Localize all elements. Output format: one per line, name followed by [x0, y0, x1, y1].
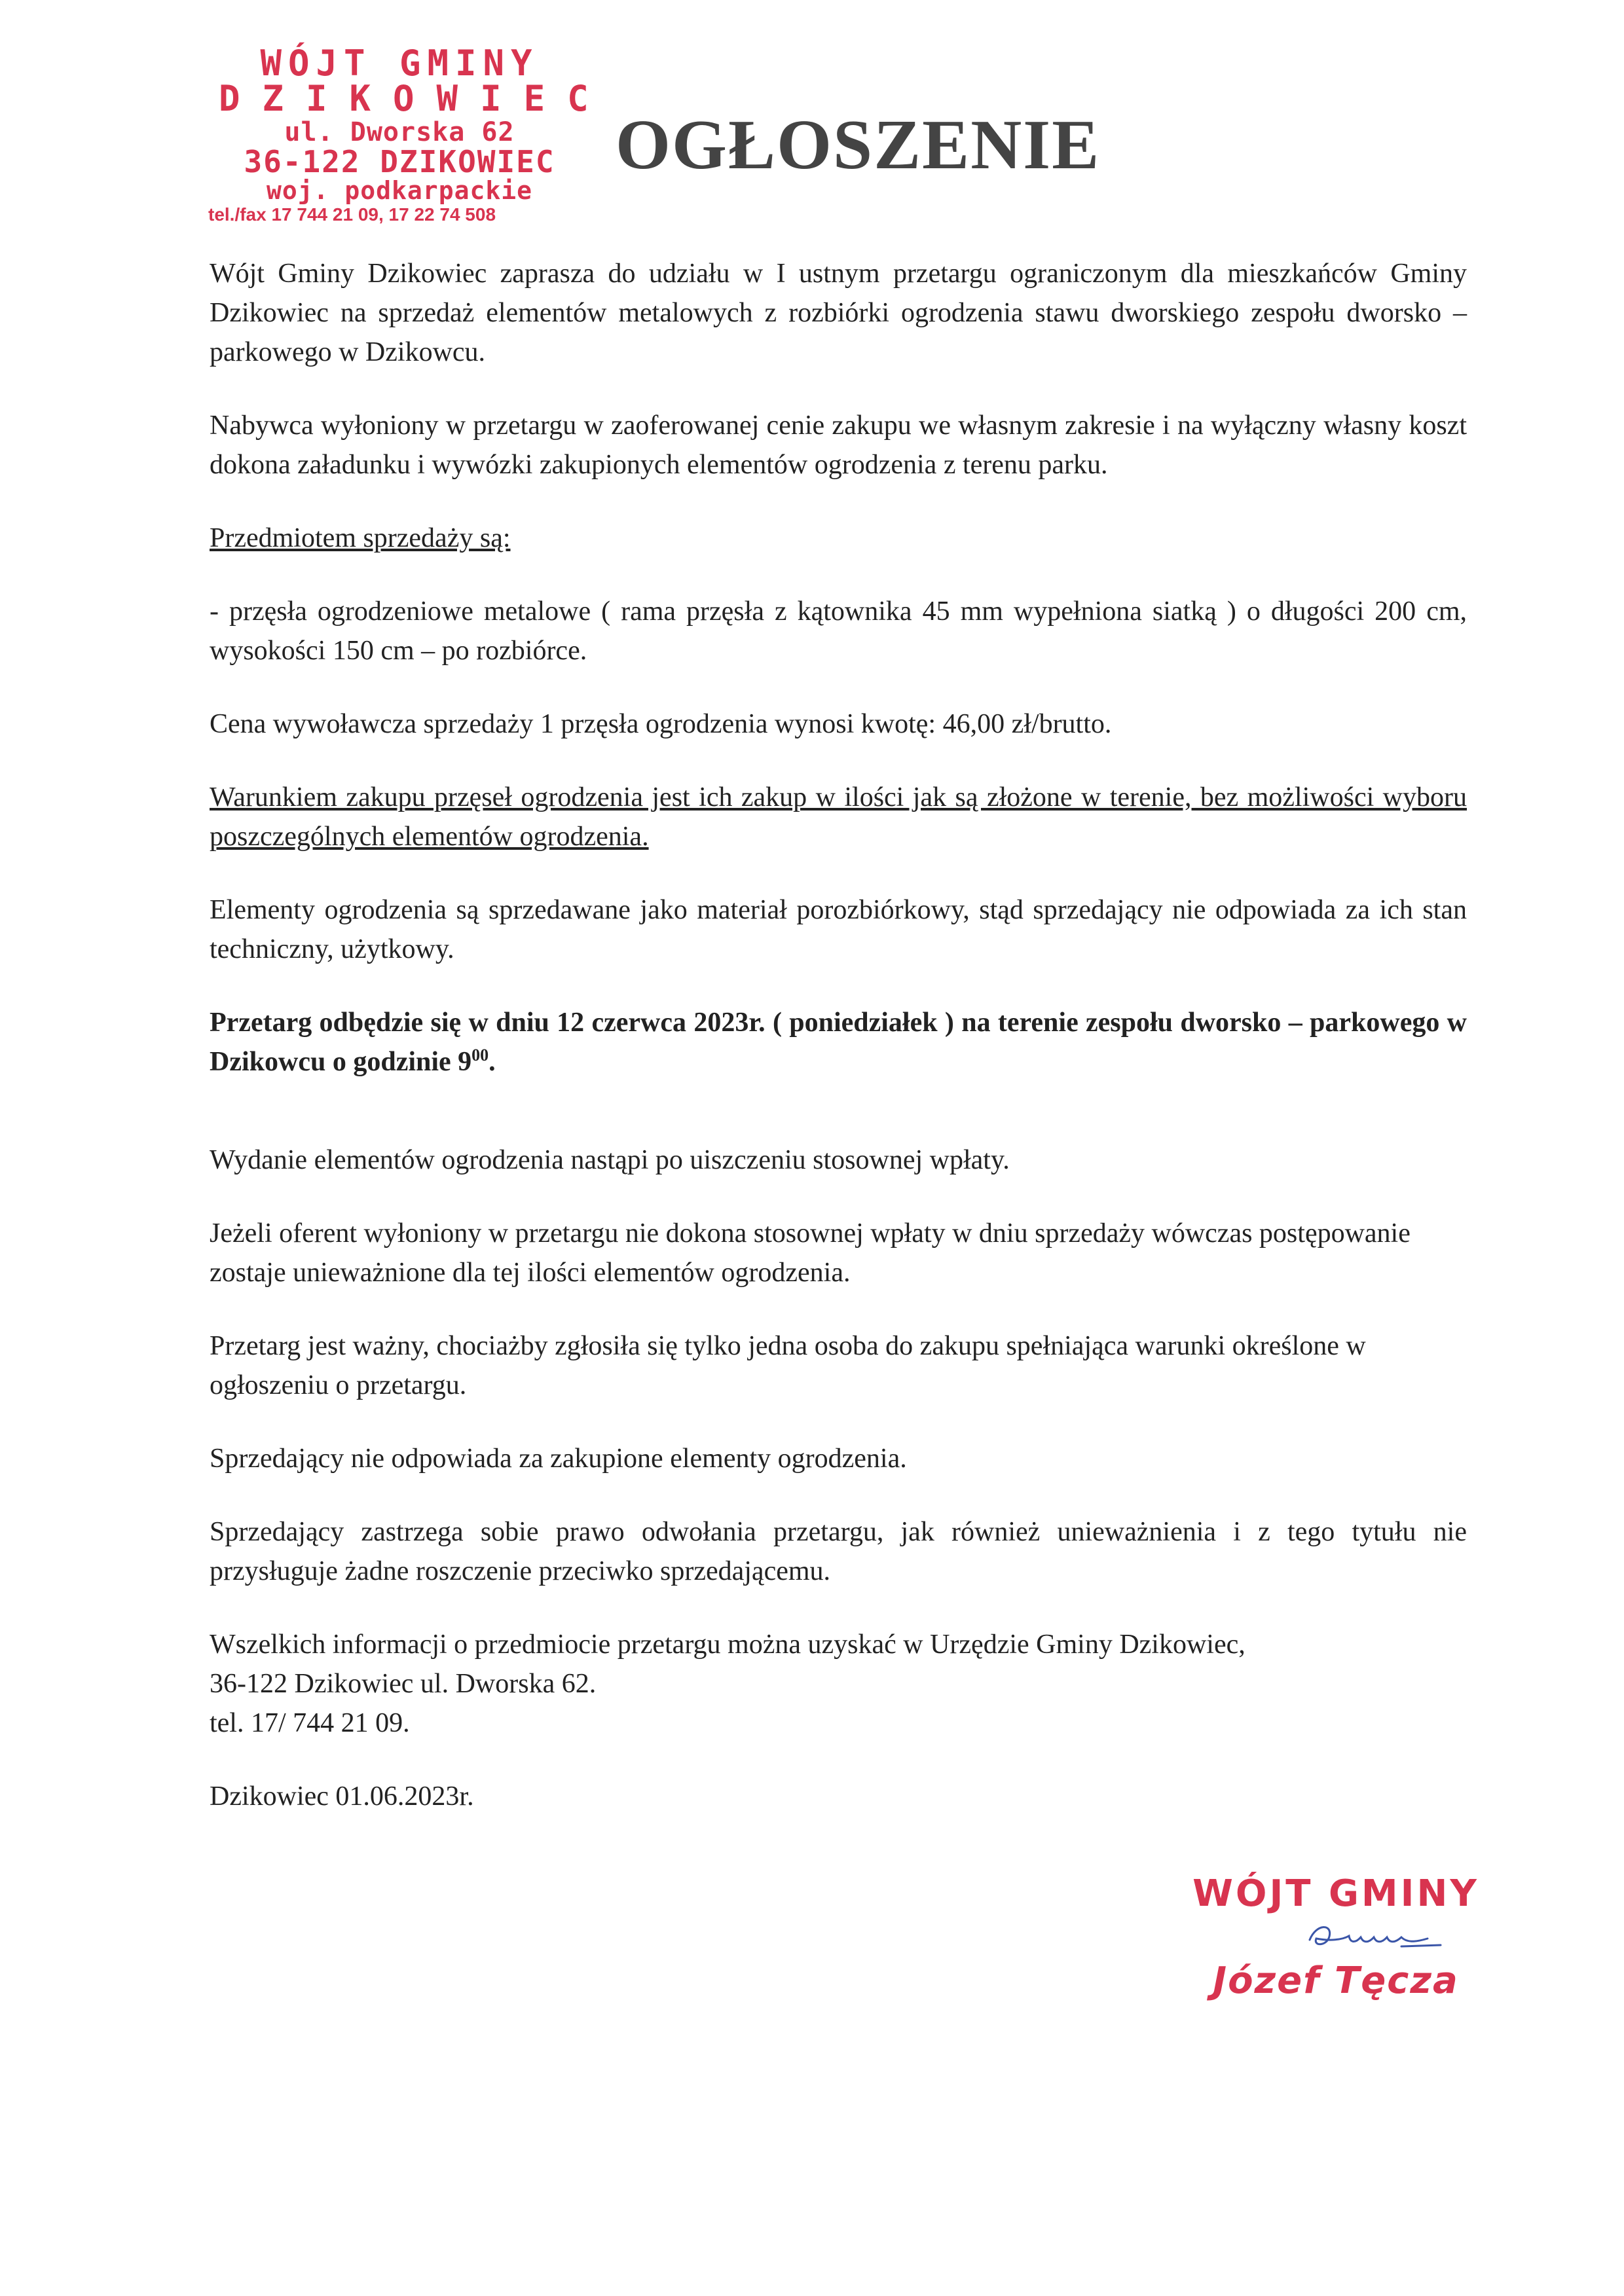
tender-date-text: Przetarg odbędzie się w dniu 12 czerwca 2023r. ( poniedziałek ) na terenie zespołu dworsko – parkowego w Dzikowcu o godzinie 9: [210, 1008, 1467, 1077]
stamp-line-municipality: DZIKOWIEC: [219, 78, 611, 119]
stamp-line-street: ul. Dworska 62: [284, 117, 515, 147]
header-stamp: [196, 43, 611, 225]
tender-time-minutes: 00: [471, 1046, 489, 1065]
paragraph-technical-condition: Elementy ogrodzenia są sprzedawane jako materiał porozbiórkowy, stąd sprzedający nie odpowiada za ich stan techniczny, użytkowy.: [210, 895, 1467, 964]
signature-stamp: [1172, 1872, 1500, 2002]
page-title: OGŁOSZENIE: [616, 106, 1101, 184]
contact-line-address: 36-122 Dzikowiec ul. Dworska 62.: [210, 1669, 597, 1699]
paragraph-subject-description: - przęsła ogrodzeniowe metalowe ( rama przęsła z kątownika 45 mm wypełniona siatką ) o długości 200 cm, wysokości 150 cm – po rozbiórce.: [210, 596, 1467, 666]
contact-line-info: Wszelkich informacji o przedmiocie przetargu można uzyskać w Urzędzie Gminy Dzikowiec,: [210, 1630, 1246, 1660]
paragraph-contact: [210, 1625, 1467, 1743]
paragraph-tender-date: [210, 1003, 1467, 1082]
paragraph-starting-price: Cena wywoławcza sprzedaży 1 przęsła ogrodzenia wynosi kwotę: 46,00 zł/brutto.: [210, 709, 1112, 739]
announcement-body: [210, 254, 1467, 1850]
handwritten-signature: [1303, 1920, 1447, 1959]
paragraph-release: Wydanie elementów ogrodzenia nastąpi po uiszczeniu stosownej wpłaty.: [210, 1145, 1010, 1175]
paragraph-purchase-condition: Warunkiem zakupu przęseł ogrodzenia jest ich zakup w ilości jak są złożone w terenie, bez możliwości wyboru poszczególnych elementów ogrodzenia.: [210, 782, 1467, 852]
paragraph-invitation: Wójt Gminy Dzikowiec zaprasza do udziału w I ustnym przetargu ograniczonym dla mieszkańców Gminy Dzikowiec na sprzedaż elementów metalowych z rozbiórki ogrodzenia stawu dworskiego zespołu dworsko – parkowego w Dzikowcu.: [210, 259, 1467, 367]
stamp-line-office: WÓJT GMINY: [260, 43, 539, 84]
stamp-line-postal: 36-122 DZIKOWIEC: [244, 144, 555, 179]
paragraph-payment-default: Jeżeli oferent wyłoniony w przetargu nie dokona stosownej wpłaty w dniu sprzedaży wówczas postępowanie zostaje unieważnione dla tej ilości elementów ogrodzenia.: [210, 1218, 1411, 1288]
signature-title: WÓJT GMINY: [1192, 1872, 1479, 1915]
subject-heading: Przedmiotem sprzedaży są:: [210, 523, 511, 553]
paragraph-cancellation-right: Sprzedający zastrzega sobie prawo odwołania przetargu, jak również unieważnienia i z tego tytułu nie przysługuje żadne roszczenie przeciwko sprzedającemu.: [210, 1517, 1467, 1586]
stamp-line-phone: tel./fax 17 744 21 09, 17 22 74 508: [208, 204, 496, 225]
date-place: Dzikowiec 01.06.2023r.: [210, 1781, 474, 1812]
tender-date-period: .: [489, 1047, 496, 1077]
contact-line-phone: tel. 17/ 744 21 09.: [210, 1708, 410, 1738]
paragraph-validity: Przetarg jest ważny, chociażby zgłosiła się tylko jedna osoba do zakupu spełniająca warunki określone w ogłoszeniu o przetargu.: [210, 1331, 1366, 1400]
paragraph-buyer-obligations: Nabywca wyłoniony w przetargu w zaoferowanej cenie zakupu we własnym zakresie i na wyłączny własny koszt dokona załadunku i wywózki zakupionych elementów ogrodzenia z terenu parku.: [210, 410, 1467, 480]
stamp-line-voivodeship: woj. podkarpackie: [267, 176, 532, 205]
signature-name: Józef Tęcza: [1213, 1959, 1459, 2002]
paragraph-liability: Sprzedający nie odpowiada za zakupione elementy ogrodzenia.: [210, 1444, 907, 1474]
